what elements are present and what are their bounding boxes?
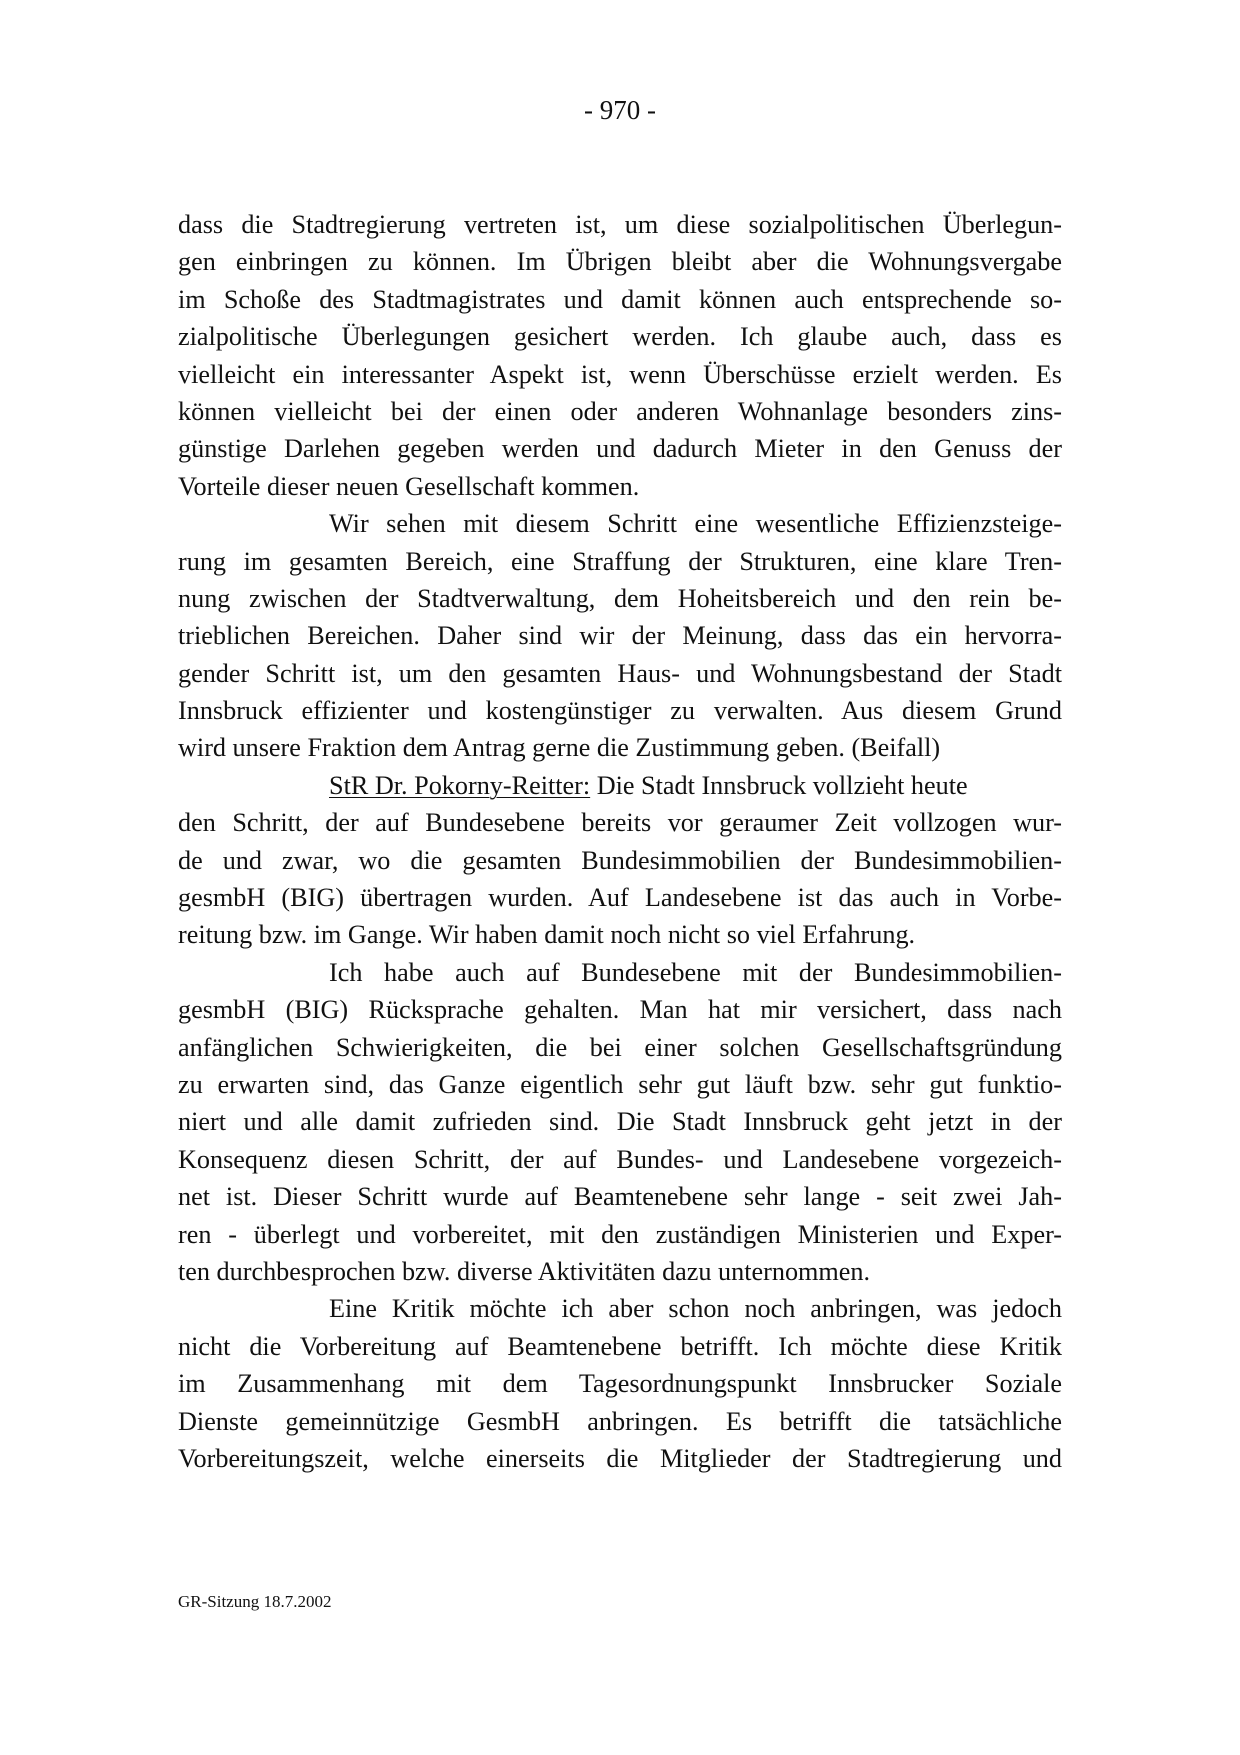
text-line: ren - überlegt und vorbereitet, mit den zuständigen Ministerien und Exper- — [178, 1219, 1062, 1249]
text-line: de und zwar, wo die gesamten Bundesimmobilien der Bundesimmobilien- — [178, 845, 1062, 875]
speaker-line — [178, 767, 1062, 804]
text-line: Wir sehen mit diesem Schritt eine wesentliche Effizienzsteige- — [329, 509, 1062, 539]
text-line: niert und alle damit zufrieden sind. Die Stadt Innsbruck geht jetzt in der — [178, 1107, 1062, 1137]
text-line: gender Schritt ist, um den gesamten Haus- und Wohnungsbestand der Stadt — [178, 658, 1062, 688]
paragraph — [178, 1290, 1062, 1477]
text-line: rung im gesamten Bereich, eine Straffung der Strukturen, eine klare Tren- — [178, 546, 1062, 576]
text-line: wird unsere Fraktion dem Antrag gerne die Zustimmung geben. (Beifall) — [178, 733, 941, 763]
text-line: trieblichen Bereichen. Daher sind wir der Meinung, dass das ein hervorra- — [178, 621, 1062, 651]
speaker-line-text: Die Stadt Innsbruck vollzieht heute — [590, 770, 968, 800]
text-line: anfänglichen Schwierigkeiten, die bei einer solchen Gesellschaftsgründung — [178, 1032, 1062, 1062]
text-line: Eine Kritik möchte ich aber schon noch anbringen, was jedoch — [329, 1294, 1062, 1324]
text-line: gen einbringen zu können. Im Übrigen bleibt aber die Wohnungsvergabe — [178, 247, 1062, 277]
text-line: im Zusammenhang mit dem Tagesordnungspunkt Innsbrucker Soziale — [178, 1369, 1062, 1399]
speaker-name: StR Dr. Pokorny-Reitter: — [329, 770, 591, 800]
text-line: nicht die Vorbereitung auf Beamtenebene betrifft. Ich möchte diese Kritik — [178, 1331, 1062, 1361]
text-line: gesmbH (BIG) übertragen wurden. Auf Landesebene ist das auch in Vorbe- — [178, 883, 1062, 913]
paragraph — [178, 505, 1062, 767]
text-line: net ist. Dieser Schritt wurde auf Beamtenebene sehr lange - seit zwei Jah- — [178, 1182, 1062, 1212]
footer-session-date: GR-Sitzung 18.7.2002 — [178, 1592, 332, 1611]
text-line: vielleicht ein interessanter Aspekt ist, wenn Überschüsse erzielt werden. Es — [178, 359, 1062, 389]
text-line: gesmbH (BIG) Rücksprache gehalten. Man hat mir versichert, dass nach — [178, 995, 1062, 1025]
text-line: reitung bzw. im Gange. Wir haben damit noch nicht so viel Erfahrung. — [178, 920, 916, 950]
page-number: - 970 - — [584, 95, 656, 125]
text-line: den Schritt, der auf Bundesebene bereits vor geraumer Zeit vollzogen wur- — [178, 808, 1062, 838]
document-body — [178, 206, 1062, 1477]
text-line: können vielleicht bei der einen oder anderen Wohnanlage besonders zins- — [178, 396, 1062, 426]
text-line: ten durchbesprochen bzw. diverse Aktivitäten dazu unternommen. — [178, 1256, 871, 1286]
text-line: nung zwischen der Stadtverwaltung, dem Hoheitsbereich und den rein be- — [178, 583, 1062, 613]
text-line: Vorteile dieser neuen Gesellschaft kommen. — [178, 471, 640, 501]
text-line: Konsequenz diesen Schritt, der auf Bundes- und Landesebene vorgezeich- — [178, 1144, 1062, 1174]
text-line: zu erwarten sind, das Ganze eigentlich sehr gut läuft bzw. sehr gut funktio- — [178, 1069, 1062, 1099]
paragraph — [178, 954, 1062, 1291]
text-line: im Schoße des Stadtmagistrates und damit können auch entsprechende so- — [178, 284, 1062, 314]
text-line: Ich habe auch auf Bundesebene mit der Bundesimmobilien- — [329, 957, 1062, 987]
text-line: Innsbruck effizienter und kostengünstiger zu verwalten. Aus diesem Grund — [178, 696, 1062, 726]
text-line: günstige Darlehen gegeben werden und dadurch Mieter in den Genuss der — [178, 434, 1062, 464]
paragraph — [178, 767, 1062, 954]
text-line: zialpolitische Überlegungen gesichert werden. Ich glaube auch, dass es — [178, 322, 1062, 352]
text-line: Dienste gemeinnützige GesmbH anbringen. Es betrifft die tatsächliche — [178, 1406, 1062, 1436]
text-line: Vorbereitungszeit, welche einerseits die Mitglieder der Stadtregierung und — [178, 1443, 1062, 1473]
text-line: dass die Stadtregierung vertreten ist, um diese sozialpolitischen Überlegun- — [178, 210, 1062, 239]
paragraph — [178, 206, 1062, 505]
